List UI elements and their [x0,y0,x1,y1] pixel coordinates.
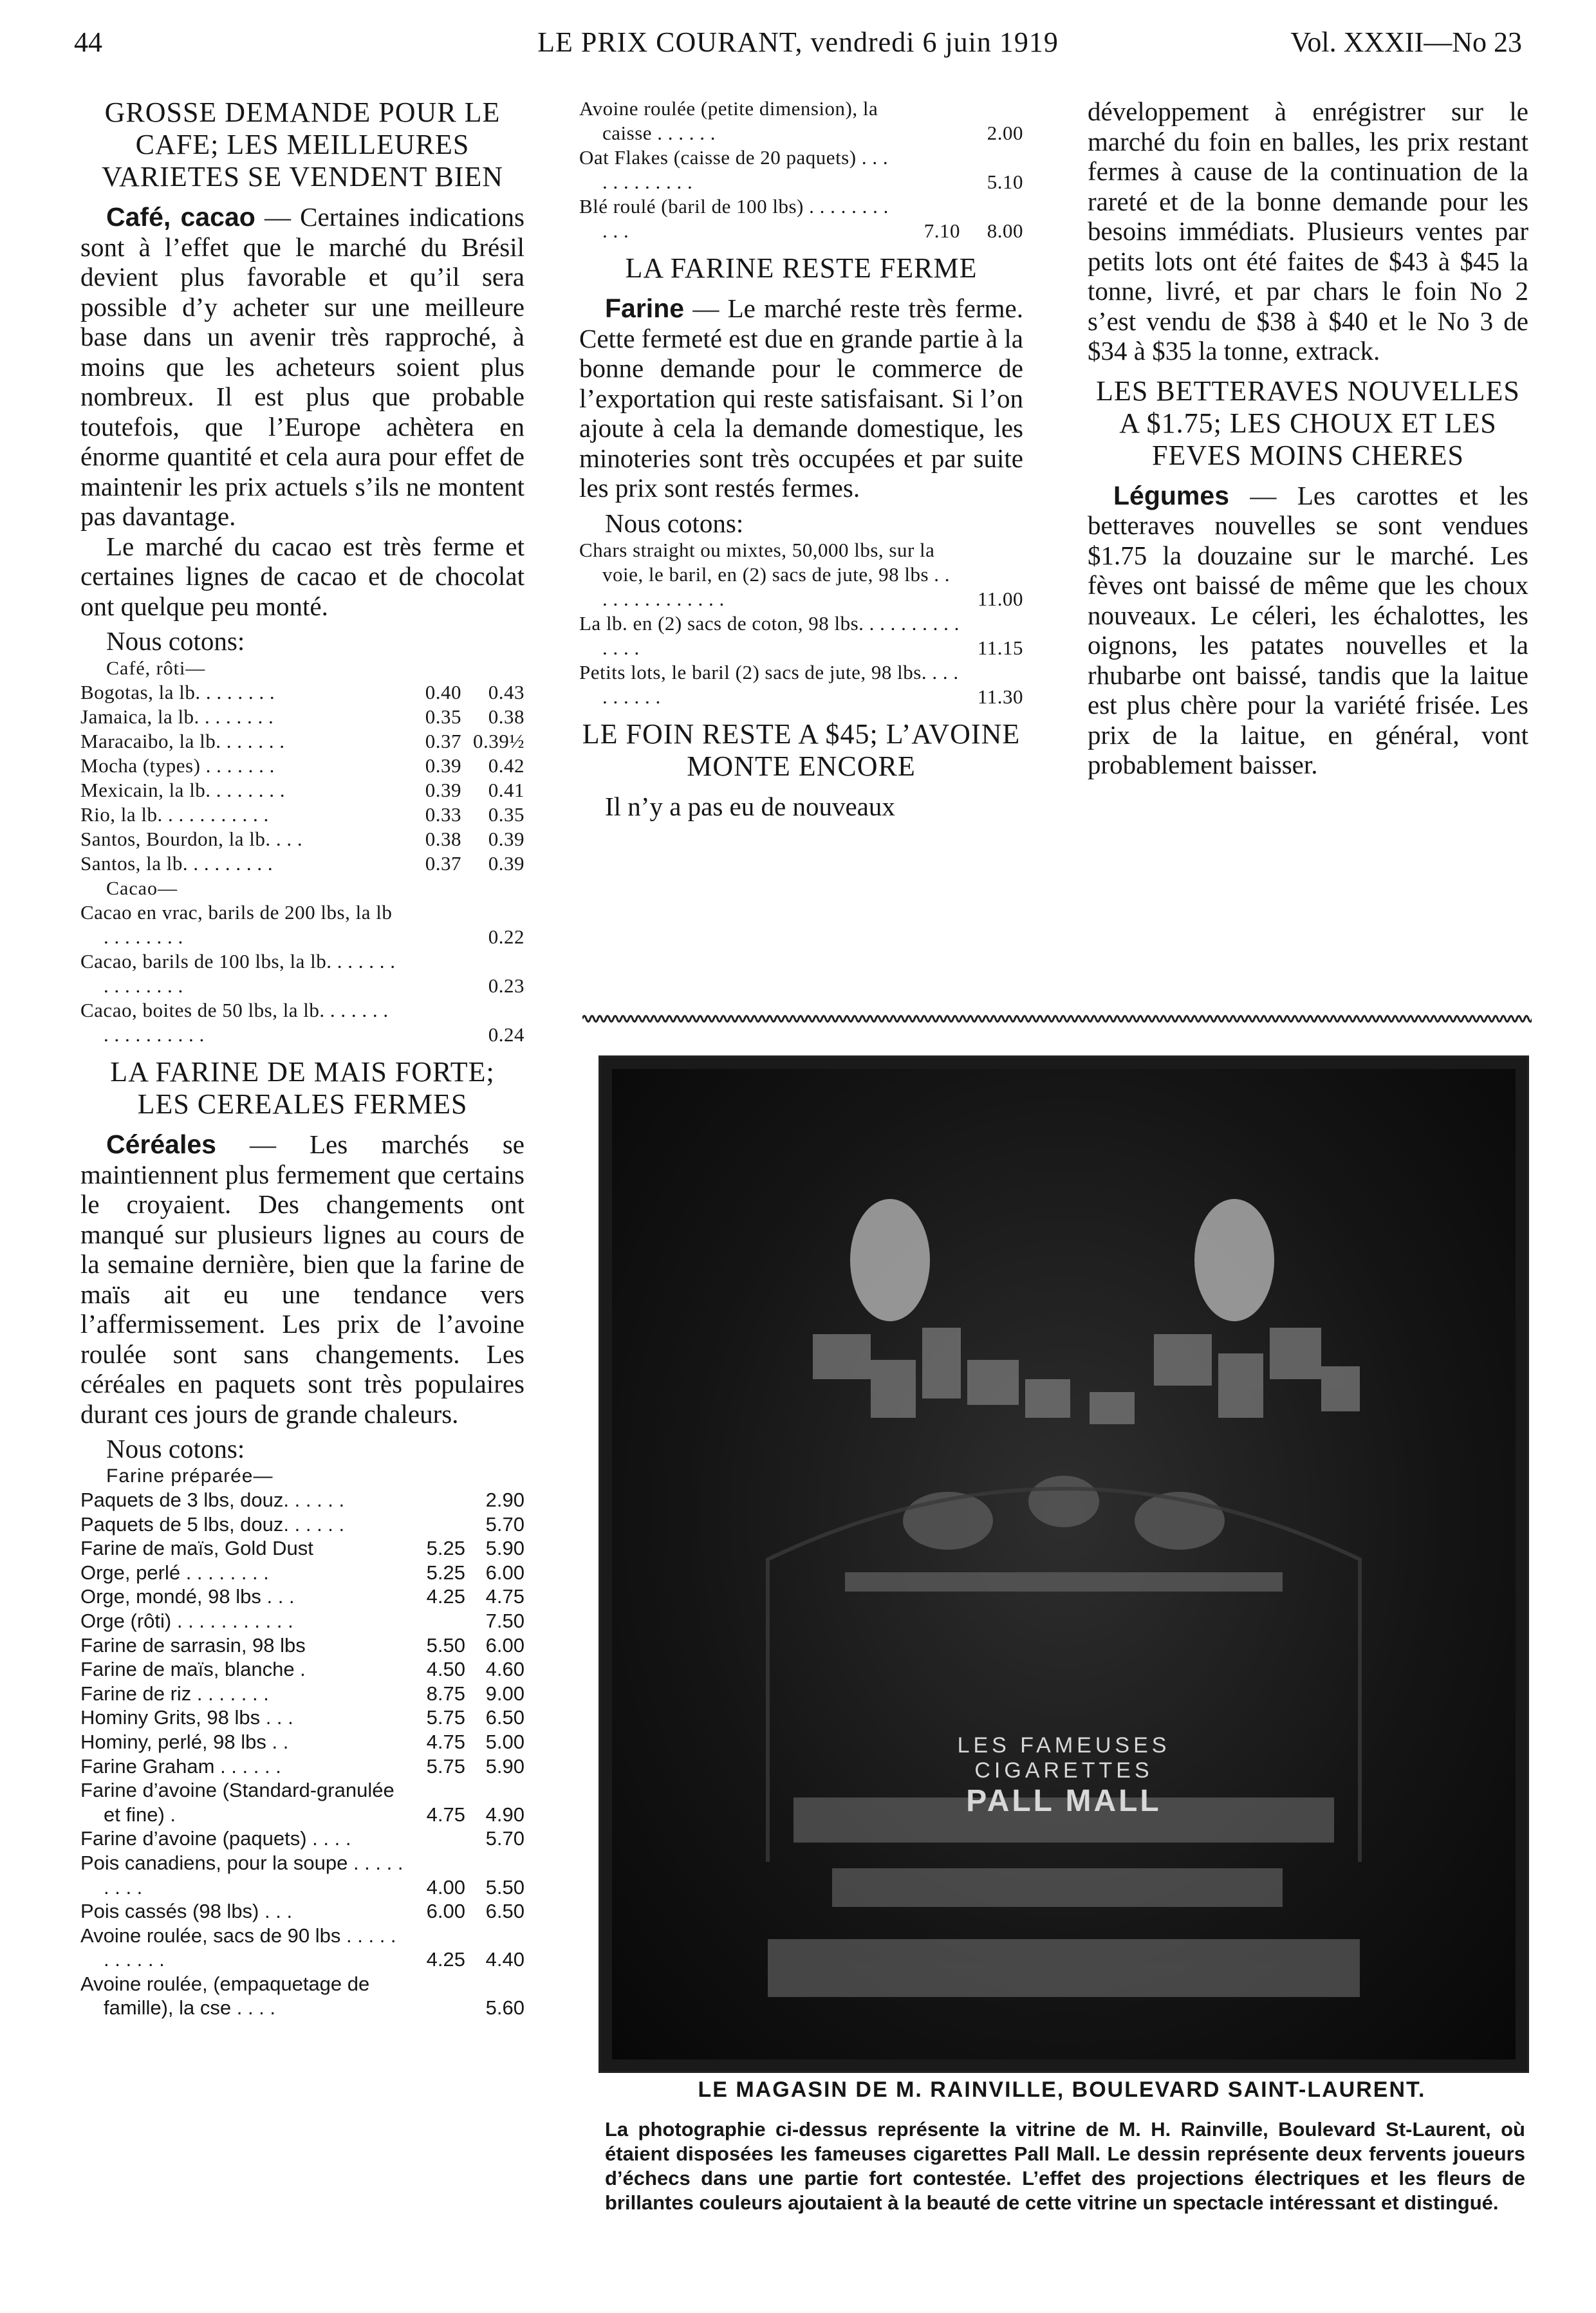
price-low [897,145,960,194]
price-low: 5.25 [426,1561,465,1584]
foin-paragraph: Il n’y a pas eu de nouveaux [605,791,895,821]
price-low [406,1488,465,1512]
price-label: Cacao en vrac, barils de 200 lbs, la lb . . . . . . . . [80,901,393,948]
price-high: 0.35 [488,803,524,826]
price-row [80,1851,524,1899]
price-row [579,194,1023,243]
price-label: Farine de sarrasin, 98 lbs [80,1633,306,1657]
price-low: 4.50 [426,1658,465,1681]
legumes-paragraph [1088,481,1528,780]
price-high: 0.39 [488,852,524,875]
price-low [406,1609,465,1633]
price-label: Pois cassés (98 lbs) . . . [80,1900,293,1923]
price-row [80,949,524,998]
price-low: 0.35 [425,705,461,728]
price-high: 0.38 [488,705,524,728]
wavy-divider [582,1012,1532,1026]
price-low [398,998,461,1047]
cafe-paragraph [80,202,524,532]
legumes-text: — Les carottes et les betteraves nouvelles se sont vendues $1.75 la douzaine sur le marché. Les fèves ont baissé de même que les choux nouveaux. Le céleri, les échalottes, les oignons, les patates nouvelles et la rhubarbe ont baissé, tandis que la laitue est plus chère pour la variété frisée. Les prix de la laitue, en général, vont probablement baisser. [1088,480,1528,779]
price-high: 4.90 [485,1803,524,1826]
price-high: 0.43 [488,681,524,703]
price-row [579,97,1023,145]
price-row [80,680,524,705]
cafe-headline: GROSSE DEMANDE POUR LE CAFE; LES MEILLEURES VARIETES SE VENDENT BIEN [101,97,504,192]
nous-cotons-label: Nous cotons: [106,1434,245,1463]
price-low: 8.75 [426,1682,465,1705]
price-high: 0.39 [488,828,524,850]
price-label: Cacao, barils de 100 lbs, la lb. . . . . . . . . . . . . . . [80,950,396,997]
price-row [80,851,524,876]
price-high: 5.50 [485,1875,524,1899]
photo-caption-text: La photographie ci-dessus représente la vitrine de M. H. Rainville, Boulevard St-Laurent, où étaient disposées les fameuses cigarettes Pall Mall. Le dessin représente deux fervents joueurs d’échecs dans une partie fort contestée. L’effet des projections électriques et les fleurs de brillantes couleurs ajoutaient à la beauté de cette vitrine un spectacle intéressant et distingué. [605,2118,1525,2214]
foin-continuation: développement à enrégistrer sur le marché du foin en balles, les prix restant fermes à cause de la continuation de la rareté et de la bonne demande pour les besoins immédiats. Plusieurs ventes par petits lots ont été faites de $43 à $45 la tonne, livré, et par chars le foin No 2 s’est vendu de $38 à $40 et le No 3 de $34 à $35 la tonne, extrack. [1088,97,1528,366]
price-low: 0.37 [425,730,461,752]
price-label: Farine de maïs, blanche . [80,1658,306,1681]
nous-cotons-label: Nous cotons: [106,626,245,656]
price-label: Hominy, perlé, 98 lbs . . [80,1730,289,1753]
farine-text: — Le marché reste très ferme. Cette fermeté est due en grande partie à la bonne demande pour le commerce de l’exportation qui reste satisfaisant. Si l’on ajoute à cela la demande domestique, les minoteries sont très occupées et par suite les prix sont restés fermes. [579,293,1023,503]
price-row [80,705,524,729]
price-label: Rio, la lb. . . . . . . . . . . [80,803,269,826]
price-label: Farine Graham . . . . . . [80,1754,281,1778]
cereales-lead: Céréales [106,1129,216,1159]
price-label: Chars straight ou mixtes, 50,000 lbs, sur la voie, le baril, en (2) sacs de jute, 98 lbs . . . . . . . . . . . . . . [579,538,951,610]
page-number: 44 [74,26,102,58]
price-high: 0.42 [488,754,524,777]
price-label: Maracaibo, la lb. . . . . . . [80,730,285,752]
price-row [80,729,524,754]
price-row [80,1899,524,1924]
price-low: 5.75 [426,1706,465,1729]
price-high: 5.10 [987,171,1023,193]
price-label: Farine d’avoine (Standard-granulée et fine) . [80,1779,394,1826]
shop-window-photo [598,1055,1529,2073]
price-low: 0.38 [425,828,461,850]
price-high: 7.50 [485,1609,524,1632]
price-high: 4.75 [485,1585,524,1608]
price-high: 4.40 [485,1948,524,1971]
price-high: 11.00 [977,587,1023,610]
price-low [406,1512,465,1537]
price-high: 2.00 [987,122,1023,144]
price-row [80,1730,524,1754]
column-1 [80,97,524,2020]
price-row [80,1972,524,2020]
price-label: Mexicain, la lb. . . . . . . . [80,779,286,801]
price-high: 5.70 [485,1827,524,1850]
price-row [80,1778,524,1826]
price-row [80,754,524,778]
price-low: 4.75 [426,1803,465,1826]
volume-number: Vol. XXXII—No 23 [1290,26,1522,58]
price-high: 0.24 [488,1023,524,1046]
price-high: 5.60 [485,1996,524,2020]
farine-preparee-label: Farine préparée— [106,1465,274,1487]
price-label: Blé roulé (baril de 100 lbs) . . . . . . . . . . . [579,195,889,242]
price-row [80,900,524,949]
price-high: 8.00 [987,219,1023,242]
legumes-headline: LES BETTERAVES NOUVELLES A $1.75; LES CHOUX ET LES FEVES MOINS CHERES [1096,375,1520,471]
price-label: Hominy Grits, 98 lbs . . . [80,1706,293,1729]
cafe-text: — Certaines indications sont à l’effet que le marché du Brésil devient plus favorable et qu’il sera possible d’y acheter sur une meilleure base dans un avenir très rapproché, à moins que les acheteurs soient plus nombreux. Il est plus que probable toutefois, que l’Europe achètera en énorme quantité et cela aura pour effet de maintenir les prix actuels s’ils ne montent pas davantage. [80,202,525,531]
price-row [80,1657,524,1682]
farine-headline: LA FARINE RESTE FERME [625,252,978,284]
price-label: Farine de maïs, Gold Dust [80,1537,313,1560]
price-label: Jamaica, la lb. . . . . . . . [80,705,274,728]
price-label: Pois canadiens, pour la soupe . . . . . . . . . [80,1851,404,1899]
cacao-paragraph: Le marché du cacao est très ferme et certaines lignes de cacao et de chocolat ont quelque peu monté. [80,531,524,621]
price-low: 5.75 [426,1754,465,1778]
price-label: La lb. en (2) sacs de coton, 98 lbs. . . . . . . . . . . . . . [579,611,960,659]
price-low: 6.00 [426,1900,465,1923]
price-low: 7.10 [923,219,960,242]
price-low: 0.39 [425,754,461,777]
photo-caption-title: LE MAGASIN DE M. RAINVILLE, BOULEVARD SAINT-LAURENT. [698,2077,1426,2102]
price-high: 6.50 [485,1706,524,1729]
price-low: 0.39 [425,779,461,801]
sign-line-3: PALL MALL [966,1784,1162,1818]
price-label: Santos, Bourdon, la lb. . . . [80,828,303,850]
price-row [80,803,524,827]
price-row [579,145,1023,194]
publication-title: LE PRIX COURANT, vendredi 6 juin 1919 [537,26,1059,58]
price-row [80,1609,524,1633]
column-2 [579,97,1023,821]
price-high: 5.70 [485,1512,524,1536]
running-head [74,26,1522,64]
price-row [579,611,1023,660]
price-label: Santos, la lb. . . . . . . . . [80,852,274,875]
price-label: Orge, perlé . . . . . . . . [80,1561,269,1584]
price-label: Orge, mondé, 98 lbs . . . [80,1585,295,1608]
price-label: Paquets de 3 lbs, douz. . . . . . [80,1489,345,1511]
price-label: Avoine roulée (petite dimension), la caisse . . . . . . [579,97,878,144]
cereales-text: — Les marchés se maintiennent plus fermement que certains le croyaient. Des changements ont manqué sur plusieurs lignes au cours de la semaine dernière, bien que la farine de maïs ait eu une tendance vers l’affermissement. Les prix de l’avoine roulée sont sans changements. Les céréales en paquets sont très populaires durant ces jours de grande chaleurs. [80,1129,524,1429]
price-low [406,1826,465,1851]
column-3 [1088,97,1528,780]
cacao-price-table [80,900,524,1047]
price-low: 5.50 [426,1633,465,1657]
price-high: 9.00 [485,1682,524,1705]
price-high: 5.90 [485,1754,524,1778]
price-label: Mocha (types) . . . . . . . [80,754,275,777]
price-label: Avoine roulée, (empaquetage de famille), la cse . . . . [80,1972,370,2020]
price-high: 0.22 [488,925,524,948]
cafe-roti-label: Café, rôti— [106,658,206,679]
price-low: 4.00 [426,1875,465,1899]
price-low: 4.25 [426,1948,465,1971]
price-high: 6.00 [485,1561,524,1584]
price-high: 5.90 [485,1537,524,1560]
price-row [80,1633,524,1658]
price-label: Paquets de 5 lbs, douz. . . . . . [80,1512,345,1536]
price-row [80,1754,524,1779]
foin-headline: LE FOIN RESTE A $45; L’AVOINE MONTE ENCORE [582,718,1021,782]
price-low: 0.33 [425,803,461,826]
cafe-price-table [80,680,524,876]
sign-line-2: CIGARETTES [974,1758,1153,1783]
price-row [80,778,524,803]
price-low: 5.25 [426,1537,465,1560]
price-low: 4.75 [426,1730,465,1753]
farine-price-table [579,538,1023,709]
price-row [579,660,1023,709]
price-high: 6.00 [485,1633,524,1657]
price-label: Avoine roulée, sacs de 90 lbs . . . . . . . . . . . [80,1924,396,1971]
avoine-price-table [579,97,1023,243]
price-row [80,1826,524,1851]
price-row [80,1705,524,1730]
price-row [80,1488,524,1512]
price-low: 0.37 [425,852,461,875]
cereales-paragraph [80,1129,524,1429]
farine-paragraph [579,293,1023,503]
price-high: 11.15 [977,636,1023,659]
price-high: 5.00 [485,1730,524,1753]
price-high: 0.39½ [473,730,524,752]
sign-line-1: LES FAMEUSES [957,1733,1171,1758]
photo-illustration [600,1057,1527,2071]
price-row [80,1512,524,1537]
price-label: Bogotas, la lb. . . . . . . . [80,681,275,703]
price-high: 4.60 [485,1658,524,1681]
price-label: Petits lots, le baril (2) sacs de jute, 98 lbs. . . . . . . . . . [579,660,959,708]
price-low [406,1972,465,2020]
price-label: Cacao, boites de 50 lbs, la lb. . . . . . . . . . . . . . . . . [80,999,389,1046]
price-row [80,827,524,851]
price-high: 11.30 [977,685,1023,708]
price-low [398,900,461,949]
price-low: 0.40 [425,681,461,703]
price-row [80,998,524,1047]
cereales-price-table [80,1488,524,2020]
farine-lead: Farine [605,293,685,323]
price-row [80,1924,524,1972]
nous-cotons-label: Nous cotons: [605,508,744,538]
price-high: 0.41 [488,779,524,801]
price-label: Farine d’avoine (paquets) . . . . [80,1827,351,1850]
price-low [897,97,960,145]
cacao-label: Cacao— [106,878,178,899]
price-high: 2.90 [485,1489,524,1511]
price-row [80,1536,524,1561]
price-label: Orge (rôti) . . . . . . . . . . . [80,1609,293,1632]
legumes-lead: Légumes [1113,480,1229,510]
cereales-headline: LA FARINE DE MAIS FORTE; LES CEREALES FERMES [110,1056,495,1120]
price-label: Farine de riz . . . . . . . [80,1682,269,1705]
price-label: Oat Flakes (caisse de 20 paquets) . . . . . . . . . . . . [579,146,889,193]
cafe-lead: Café, cacao [106,202,255,232]
price-row [80,1584,524,1609]
price-row [579,538,1023,611]
price-high: 6.50 [485,1900,524,1923]
price-row [80,1561,524,1585]
price-high: 0.23 [488,974,524,997]
price-low: 4.25 [426,1585,465,1608]
price-row [80,1682,524,1706]
price-low [398,949,461,998]
pall-mall-sign [600,1733,1527,1819]
